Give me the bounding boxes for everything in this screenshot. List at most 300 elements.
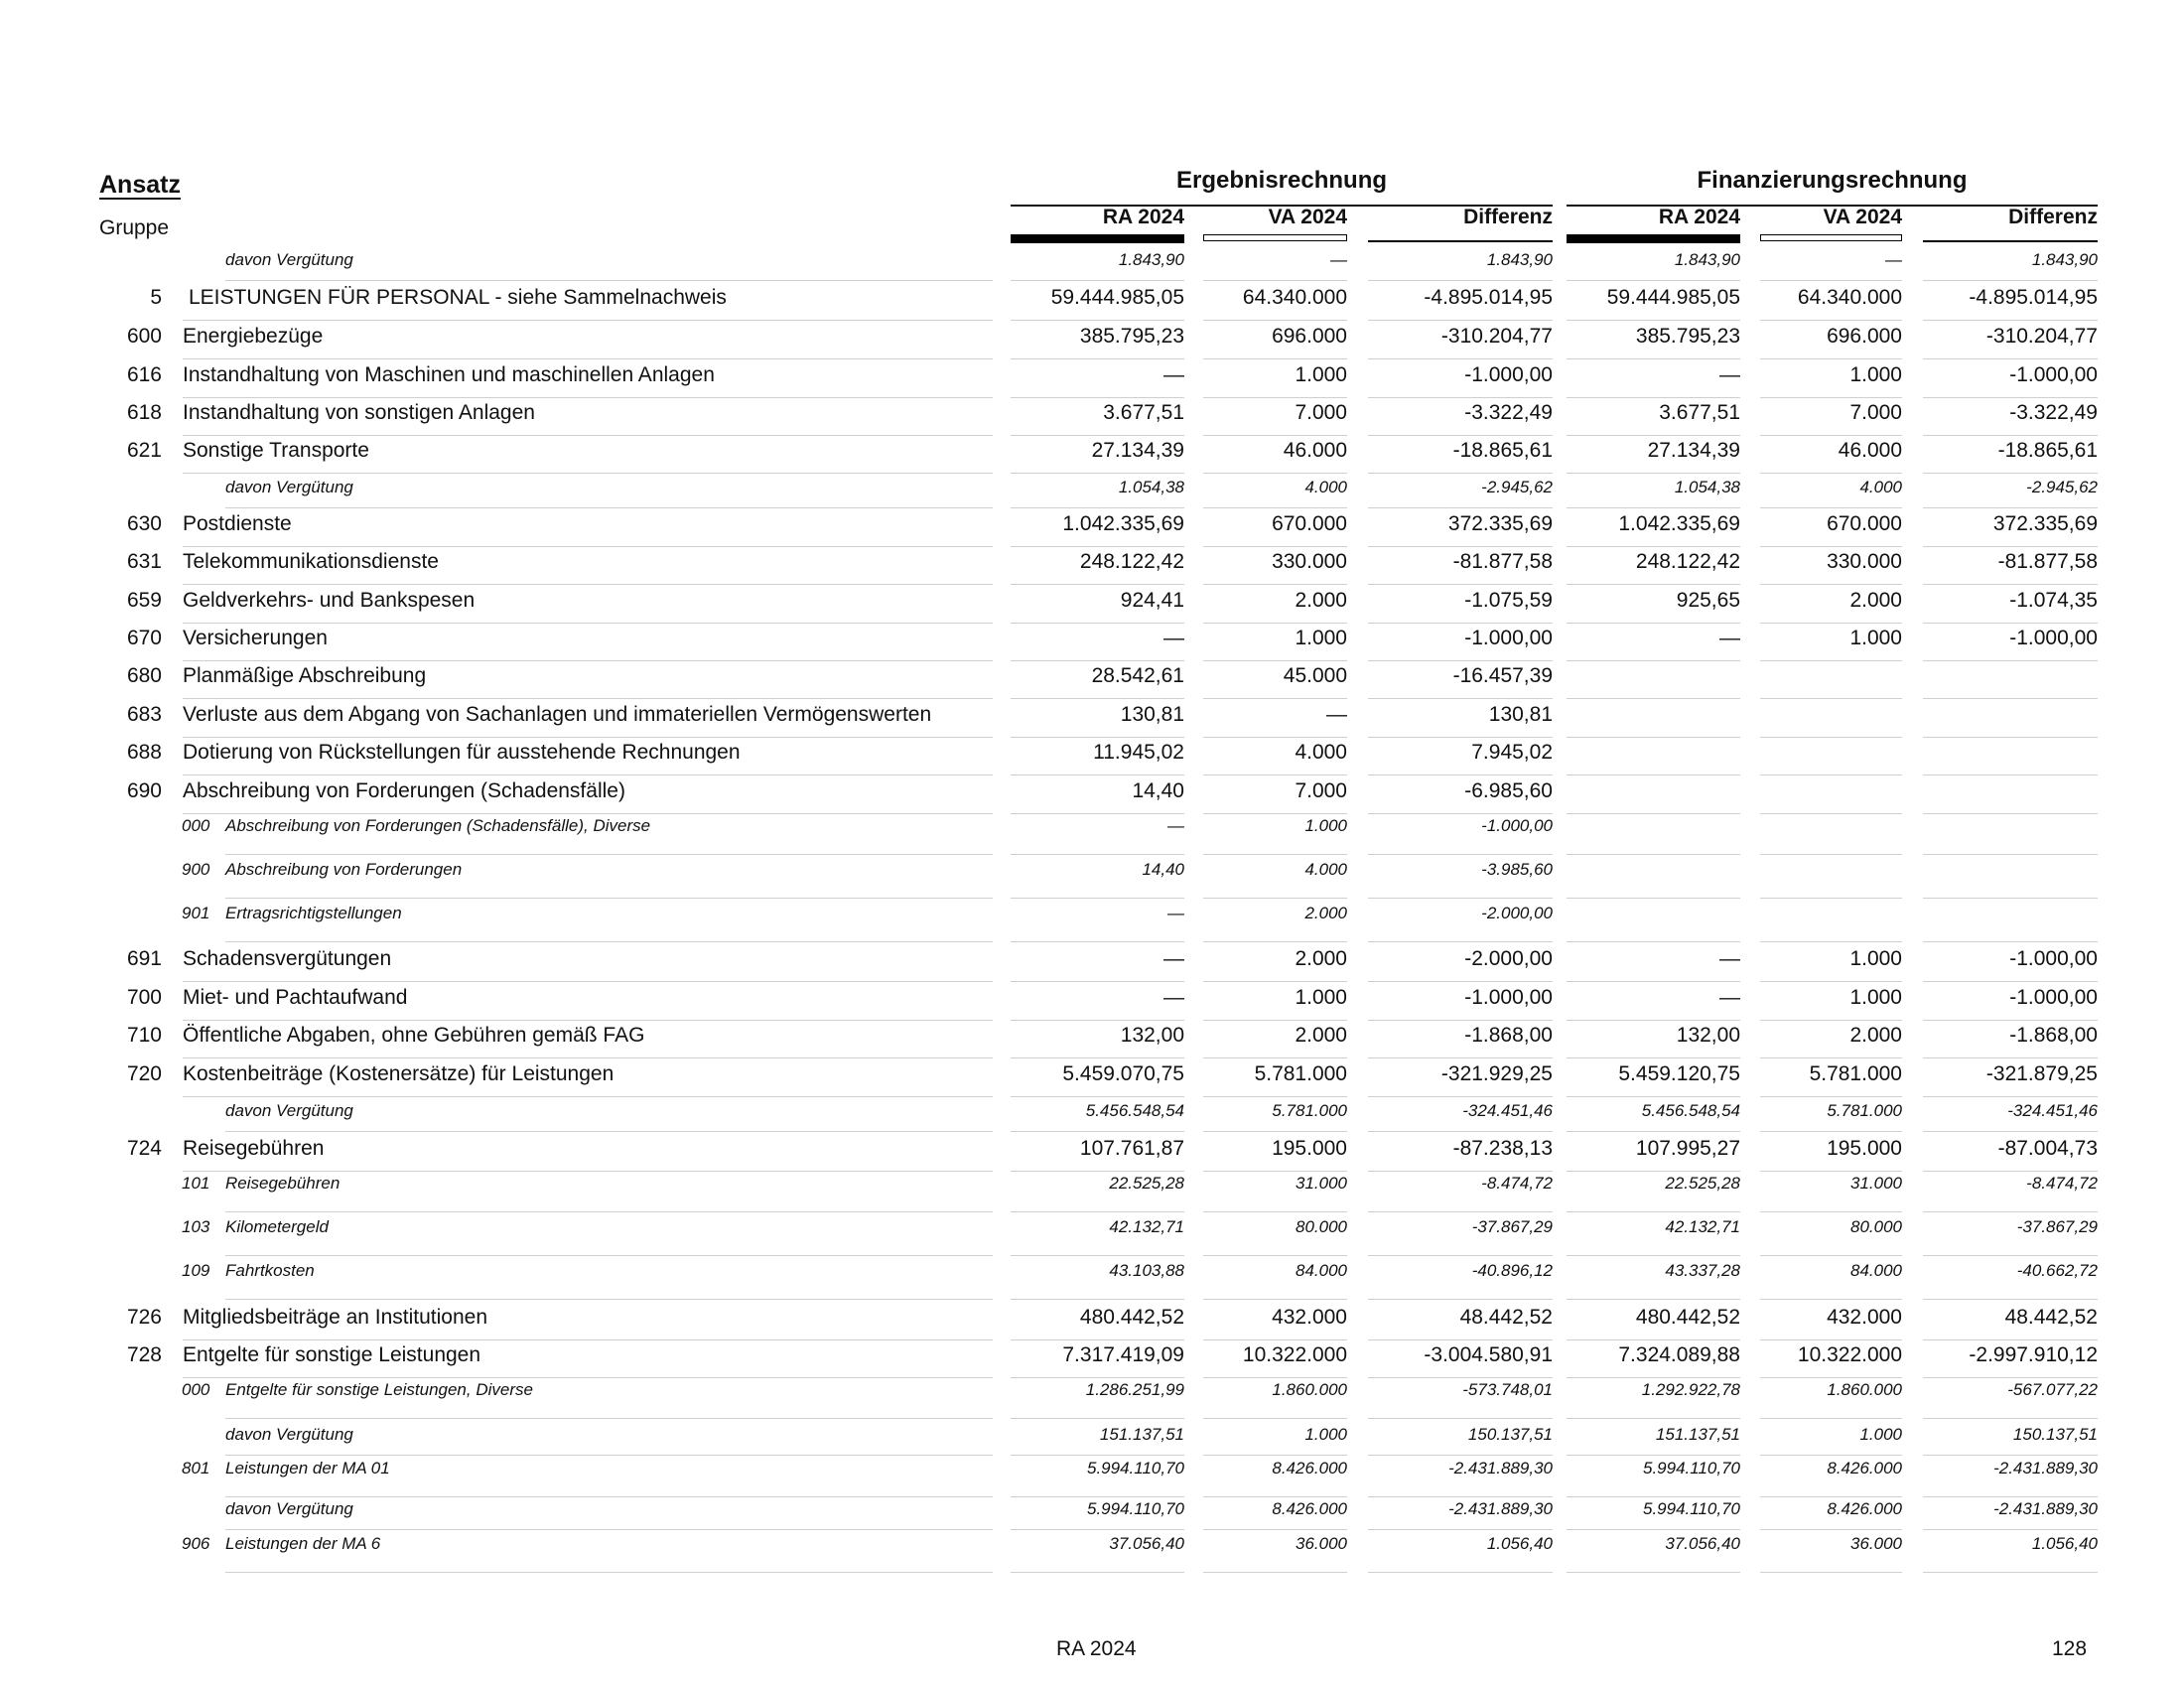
row-label: Reisegebühren (225, 1174, 341, 1193)
va-column-marker (1760, 234, 1902, 241)
row-value: 1.042.335,69 (1618, 512, 1740, 535)
row-rule (225, 1211, 993, 1212)
row-rule (1368, 941, 1553, 942)
row-rule (1923, 1455, 2098, 1456)
row-value: 1.286.251,99 (1085, 1380, 1184, 1399)
row-rule (1923, 280, 2098, 281)
row-label: Miet- und Pachtaufwand (183, 986, 408, 1009)
row-rule (1368, 813, 1553, 814)
row-value: -2.431.889,30 (1993, 1499, 2098, 1518)
row-rule (1923, 981, 2098, 982)
row-value: -2.997.910,12 (1969, 1343, 2098, 1366)
row-value: 2.000 (1295, 947, 1347, 970)
row-rule (1203, 1339, 1347, 1340)
row-rule (1567, 813, 1740, 814)
row-rule (1923, 1529, 2098, 1530)
row-value: 151.137,51 (1099, 1425, 1184, 1444)
row-rule (1760, 813, 1902, 814)
row-rule (1567, 358, 1740, 359)
row-value: 1.056,40 (1486, 1534, 1553, 1553)
row-value: 7.945,02 (1471, 741, 1553, 764)
row-rule (1011, 507, 1184, 508)
row-rule (1203, 1255, 1347, 1256)
row-value: -37.867,29 (1471, 1217, 1553, 1236)
row-rule (1923, 507, 2098, 508)
row-value: 330.000 (1272, 550, 1347, 573)
row-value: 1.000 (1859, 1425, 1902, 1444)
row-rule (225, 898, 993, 899)
row-rule (225, 1299, 993, 1300)
row-value: 5.781.000 (1254, 1062, 1347, 1085)
row-rule (1203, 698, 1347, 699)
row-rule (1567, 1255, 1740, 1256)
row-rule (225, 1455, 993, 1456)
row-code: 680 (126, 664, 162, 687)
row-rule (1203, 854, 1347, 855)
row-label: Instandhaltung von Maschinen und maschinellen Anlagen (183, 363, 715, 386)
row-rule (1567, 1377, 1740, 1378)
row-value: -324.451,46 (2007, 1101, 2098, 1120)
row-value: 80.000 (1296, 1217, 1347, 1236)
row-rule (1011, 698, 1184, 699)
row-rule (1203, 981, 1347, 982)
row-rule (1203, 1377, 1347, 1378)
row-value: -6.985,60 (1464, 779, 1553, 802)
row-value: -40.896,12 (1471, 1261, 1553, 1280)
row-code: 691 (126, 947, 162, 970)
row-code: 690 (126, 779, 162, 802)
row-value: -3.322,49 (2009, 401, 2098, 424)
row-value: 5.459.070,75 (1062, 1062, 1184, 1085)
row-value: — (1167, 816, 1184, 835)
row-code: 700 (126, 986, 162, 1009)
table-row (0, 947, 2184, 985)
row-rule (1011, 1096, 1184, 1097)
row-rule (183, 774, 993, 775)
row-rule (1923, 584, 2098, 585)
row-rule (1011, 981, 1184, 982)
row-rule (1567, 1572, 1740, 1573)
row-value: 84.000 (1850, 1261, 1902, 1280)
row-rule (1567, 1418, 1740, 1419)
row-label: Kostenbeiträge (Kostenersätze) für Leistungen (183, 1062, 614, 1085)
row-rule (1368, 1455, 1553, 1456)
row-value: -1.000,00 (1464, 363, 1553, 386)
table-row (0, 1306, 2184, 1343)
row-value: 480.442,52 (1079, 1306, 1184, 1329)
row-value: -2.000,00 (1464, 947, 1553, 970)
row-label: LEISTUNGEN FÜR PERSONAL - siehe Sammelnachweis (189, 286, 727, 309)
row-rule (1203, 584, 1347, 585)
row-rule (1011, 1020, 1184, 1021)
table-subrow: 801 Leistungen der MA 01 5.994.110,70 8.426.000 -2.431.889,30 5.994.110,70 8.426.000 -2.431.889,30 (0, 1459, 2184, 1500)
row-rule (1368, 1096, 1553, 1097)
row-rule (1760, 320, 1902, 321)
row-value: 1.292.922,78 (1641, 1380, 1740, 1399)
row-code: 631 (126, 550, 162, 573)
row-label: Schadensvergütungen (183, 947, 392, 970)
row-rule (1203, 623, 1347, 624)
row-rule (1011, 941, 1184, 942)
table-row (0, 1024, 2184, 1061)
table-row (0, 703, 2184, 741)
row-rule (1760, 774, 1902, 775)
row-value: 7.000 (1295, 779, 1347, 802)
row-rule (1203, 1171, 1347, 1172)
row-rule (1923, 1299, 2098, 1300)
row-rule (1760, 507, 1902, 508)
row-rule (1368, 1255, 1553, 1256)
row-rule (1567, 1339, 1740, 1340)
row-rule (1203, 1057, 1347, 1058)
row-value: 22.525,28 (1665, 1174, 1740, 1193)
row-rule (1760, 1529, 1902, 1530)
row-value: 670.000 (1272, 512, 1347, 535)
row-value: 4.000 (1859, 478, 1902, 496)
row-value: 248.122,42 (1079, 550, 1184, 573)
row-code: 683 (126, 703, 162, 726)
row-value: -1.074,35 (2009, 589, 2098, 612)
row-rule (1368, 854, 1553, 855)
row-rule (1368, 1496, 1553, 1497)
row-rule (1760, 1211, 1902, 1212)
row-value: 696.000 (1272, 325, 1347, 348)
row-value: 1.056,40 (2031, 1534, 2098, 1553)
row-rule (183, 320, 993, 321)
row-rule (1923, 1496, 2098, 1497)
row-rule (1203, 941, 1347, 942)
row-rule (1760, 584, 1902, 585)
row-rule (1923, 737, 2098, 738)
row-code: 728 (126, 1343, 162, 1366)
row-value: 107.995,27 (1635, 1137, 1740, 1160)
row-rule (1760, 898, 1902, 899)
row-rule (1368, 1377, 1553, 1378)
row-value: -37.867,29 (2016, 1217, 2098, 1236)
row-value: 4.000 (1304, 860, 1347, 879)
row-rule (1567, 546, 1740, 547)
row-rule (1011, 1131, 1184, 1132)
row-rule (1011, 1255, 1184, 1256)
row-value: 8.426.000 (1272, 1459, 1347, 1477)
row-value: -567.077,22 (2007, 1380, 2098, 1399)
row-rule (1567, 737, 1740, 738)
row-rule (1567, 941, 1740, 942)
row-value: 8.426.000 (1827, 1459, 1902, 1477)
row-value: 59.444.985,05 (1606, 286, 1740, 309)
table-subrow: 000 Entgelte für sonstige Leistungen, Diverse 1.286.251,99 1.860.000 -573.748,01 1.292.922,78 1.860.000 -567.077,22 (0, 1380, 2184, 1422)
row-rule (1923, 1418, 2098, 1419)
row-value: -4.895.014,95 (1424, 286, 1553, 309)
table-row (0, 1137, 2184, 1175)
table-subrow: 900 Abschreibung von Forderungen 14,40 4.000 -3.985,60 (0, 860, 2184, 902)
row-rule (1923, 1339, 2098, 1340)
row-rule (1203, 507, 1347, 508)
row-value: — (1167, 904, 1184, 922)
row-rule (1368, 698, 1553, 699)
row-value: 36.000 (1296, 1534, 1347, 1553)
row-value: -1.868,00 (1464, 1024, 1553, 1047)
row-code: 616 (126, 363, 162, 386)
row-label: davon Vergütung (225, 1499, 353, 1518)
row-value: 132,00 (1676, 1024, 1740, 1047)
row-rule (1011, 898, 1184, 899)
table-row (0, 1062, 2184, 1100)
row-rule (183, 435, 993, 436)
row-rule (225, 1529, 993, 1530)
table-davon-row (0, 1499, 2184, 1533)
row-rule (1011, 1496, 1184, 1497)
row-value: 2.000 (1304, 904, 1347, 922)
row-rule (1011, 854, 1184, 855)
row-value: 1.000 (1295, 363, 1347, 386)
row-value: 5.459.120,75 (1618, 1062, 1740, 1085)
row-value: 1.843,90 (1674, 250, 1740, 269)
row-label: Dotierung von Rückstellungen für ausstehende Rechnungen (183, 741, 741, 764)
row-value: -310.204,77 (1985, 325, 2098, 348)
row-value: 1.843,90 (1486, 250, 1553, 269)
row-rule (1760, 1572, 1902, 1573)
row-label: Leistungen der MA 01 (225, 1459, 390, 1477)
row-rule (1567, 898, 1740, 899)
row-value: -1.000,00 (2009, 627, 2098, 649)
row-value: 64.340.000 (1242, 286, 1347, 309)
row-value: 7.317.419,09 (1062, 1343, 1184, 1366)
row-rule (1368, 320, 1553, 321)
row-rule (1203, 546, 1347, 547)
row-rule (1203, 473, 1347, 474)
row-value: -1.000,00 (1464, 986, 1553, 1009)
row-label: Entgelte für sonstige Leistungen, Diverse (225, 1380, 533, 1399)
row-rule (1368, 1572, 1553, 1573)
row-value: 670.000 (1827, 512, 1902, 535)
row-rule (1368, 584, 1553, 585)
row-value: 10.322.000 (1242, 1343, 1347, 1366)
row-value: 696.000 (1827, 325, 1902, 348)
row-rule (1011, 1339, 1184, 1340)
row-rule (1923, 1255, 2098, 1256)
table-row (0, 550, 2184, 588)
row-label: Fahrtkosten (225, 1261, 315, 1280)
row-rule (1368, 898, 1553, 899)
table-row (0, 779, 2184, 817)
row-value: 330.000 (1827, 550, 1902, 573)
row-rule (1011, 1529, 1184, 1530)
row-value: 7.000 (1295, 401, 1347, 424)
row-code: 710 (126, 1024, 162, 1047)
row-value: -2.945,62 (2026, 478, 2098, 496)
row-value: 37.056,40 (1109, 1534, 1184, 1553)
row-value: 130,81 (1488, 703, 1553, 726)
row-rule (1923, 546, 2098, 547)
row-value: -1.868,00 (2009, 1024, 2098, 1047)
row-value: 5.456.548,54 (1085, 1101, 1184, 1120)
row-rule (1203, 1418, 1347, 1419)
row-code: 720 (126, 1062, 162, 1085)
row-rule (1760, 473, 1902, 474)
row-label: davon Vergütung (225, 1101, 353, 1120)
row-rule (1011, 660, 1184, 661)
row-rule (1760, 698, 1902, 699)
row-value: 8.426.000 (1272, 1499, 1347, 1518)
row-value: 1.843,90 (2031, 250, 2098, 269)
row-label: davon Vergütung (225, 1425, 353, 1444)
row-rule (183, 1171, 993, 1172)
row-value: 5.781.000 (1809, 1062, 1902, 1085)
row-value: -321.929,25 (1440, 1062, 1553, 1085)
row-rule (1567, 320, 1740, 321)
row-rule (1011, 1211, 1184, 1212)
row-rule (183, 1020, 993, 1021)
row-rule (183, 1057, 993, 1058)
row-rule (225, 1496, 993, 1497)
row-rule (1011, 435, 1184, 436)
row-rule (183, 981, 993, 982)
row-value: -310.204,77 (1440, 325, 1553, 348)
row-value: 22.525,28 (1109, 1174, 1184, 1193)
row-value: 11.945,02 (1093, 741, 1184, 764)
ansatz-heading: Ansatz (99, 171, 181, 199)
row-rule (183, 397, 993, 398)
row-rule (1923, 1377, 2098, 1378)
row-rule (1923, 1171, 2098, 1172)
row-rule (1203, 774, 1347, 775)
finanzierungsrechnung-title: Finanzierungsrechnung (1697, 167, 1968, 194)
row-value: 432.000 (1827, 1306, 1902, 1329)
row-value: 36.000 (1850, 1534, 1902, 1553)
row-rule (225, 854, 993, 855)
row-rule (1368, 397, 1553, 398)
row-rule (1567, 854, 1740, 855)
row-value: 924,41 (1120, 589, 1184, 612)
row-rule (1011, 1418, 1184, 1419)
row-rule (1760, 280, 1902, 281)
row-value: -81.877,58 (1997, 550, 2098, 573)
row-rule (1567, 507, 1740, 508)
row-value: 27.134,39 (1647, 439, 1740, 462)
row-rule (1760, 1057, 1902, 1058)
table-subrow: 101 Reisegebühren 22.525,28 31.000 -8.474,72 22.525,28 31.000 -8.474,72 (0, 1174, 2184, 1215)
row-value: 64.340.000 (1797, 286, 1902, 309)
row-value: 37.056,40 (1665, 1534, 1740, 1553)
row-label: Abschreibung von Forderungen (Schadensfälle), Diverse (225, 816, 651, 835)
row-value: 28.542,61 (1091, 664, 1184, 687)
row-code: 621 (126, 439, 162, 462)
table-subrow: 901 Ertragsrichtigstellungen — 2.000 -2.000,00 (0, 904, 2184, 945)
row-value: 31.000 (1296, 1174, 1347, 1193)
row-rule (1368, 981, 1553, 982)
row-value: 42.132,71 (1665, 1217, 1740, 1236)
row-rule (1760, 1299, 1902, 1300)
row-rule (1203, 898, 1347, 899)
row-value: 3.677,51 (1659, 401, 1740, 424)
row-label: Geldverkehrs- und Bankspesen (183, 589, 476, 612)
differenz-column-marker (1368, 240, 1553, 242)
row-rule (1567, 981, 1740, 982)
page-number: 128 (2052, 1637, 2088, 1660)
row-rule (1760, 1418, 1902, 1419)
table-row (0, 363, 2184, 401)
row-rule (1368, 435, 1553, 436)
row-value: -40.662,72 (2016, 1261, 2098, 1280)
row-value: 43.103,88 (1109, 1261, 1184, 1280)
row-value: 48.442,52 (2004, 1306, 2098, 1329)
row-rule (1923, 1096, 2098, 1097)
row-value: — (1163, 947, 1184, 970)
table-row (0, 589, 2184, 627)
table-subrow: 109 Fahrtkosten 43.103,88 84.000 -40.896,12 43.337,28 84.000 -40.662,72 (0, 1261, 2184, 1303)
row-rule (1203, 1496, 1347, 1497)
row-value: 248.122,42 (1635, 550, 1740, 573)
row-value: 385.795,23 (1635, 325, 1740, 348)
row-rule (1923, 623, 2098, 624)
row-value: 1.000 (1295, 627, 1347, 649)
row-value: 2.000 (1849, 589, 1902, 612)
table-davon-row (0, 1101, 2184, 1135)
row-value: -18.865,61 (1997, 439, 2098, 462)
row-rule (225, 941, 993, 942)
row-rule (1760, 1131, 1902, 1132)
row-rule (1923, 1572, 2098, 1573)
row-value: -1.000,00 (2009, 363, 2098, 386)
row-value: — (1330, 250, 1347, 269)
row-rule (1923, 941, 2098, 942)
row-value: 5.994.110,70 (1087, 1459, 1184, 1477)
row-value: -1.075,59 (1464, 589, 1553, 612)
row-rule (1760, 358, 1902, 359)
ra-column-marker (1567, 234, 1740, 243)
row-value: 7.000 (1849, 401, 1902, 424)
row-rule (1368, 507, 1553, 508)
row-rule (1760, 1339, 1902, 1340)
row-rule (1203, 1529, 1347, 1530)
row-rule (1368, 546, 1553, 547)
row-value: 372.335,69 (1447, 512, 1553, 535)
row-rule (225, 1418, 993, 1419)
row-value: 151.137,51 (1655, 1425, 1740, 1444)
row-rule (1368, 737, 1553, 738)
col-va-2024-ergebnis: VA 2024 (1268, 206, 1347, 228)
row-rule (1760, 941, 1902, 942)
row-label: Öffentliche Abgaben, ohne Gebühren gemäß FAG (183, 1024, 645, 1047)
row-rule (1368, 660, 1553, 661)
row-value: -8.474,72 (2026, 1174, 2098, 1193)
row-rule (225, 507, 993, 508)
table-row (0, 986, 2184, 1024)
table-davon-row (0, 250, 2184, 284)
row-rule (1203, 1020, 1347, 1021)
row-rule (183, 1377, 993, 1378)
row-value: -1.000,00 (1464, 627, 1553, 649)
va-column-marker (1203, 234, 1347, 241)
row-rule (225, 1572, 993, 1573)
col-va-2024-finanz: VA 2024 (1823, 206, 1902, 228)
row-value: 45.000 (1283, 664, 1347, 687)
gruppe-heading: Gruppe (99, 216, 170, 239)
row-value: -87.238,13 (1452, 1137, 1553, 1160)
table-davon-row (0, 1425, 2184, 1459)
row-rule (1760, 546, 1902, 547)
row-value: 46.000 (1283, 439, 1347, 462)
row-label: Energiebezüge (183, 325, 324, 348)
row-rule (1011, 546, 1184, 547)
row-rule (1567, 1455, 1740, 1456)
row-label: Leistungen der MA 6 (225, 1534, 381, 1553)
row-rule (1203, 737, 1347, 738)
row-rule (1011, 1377, 1184, 1378)
row-rule (1203, 1299, 1347, 1300)
footer-title: RA 2024 (1056, 1637, 1137, 1660)
